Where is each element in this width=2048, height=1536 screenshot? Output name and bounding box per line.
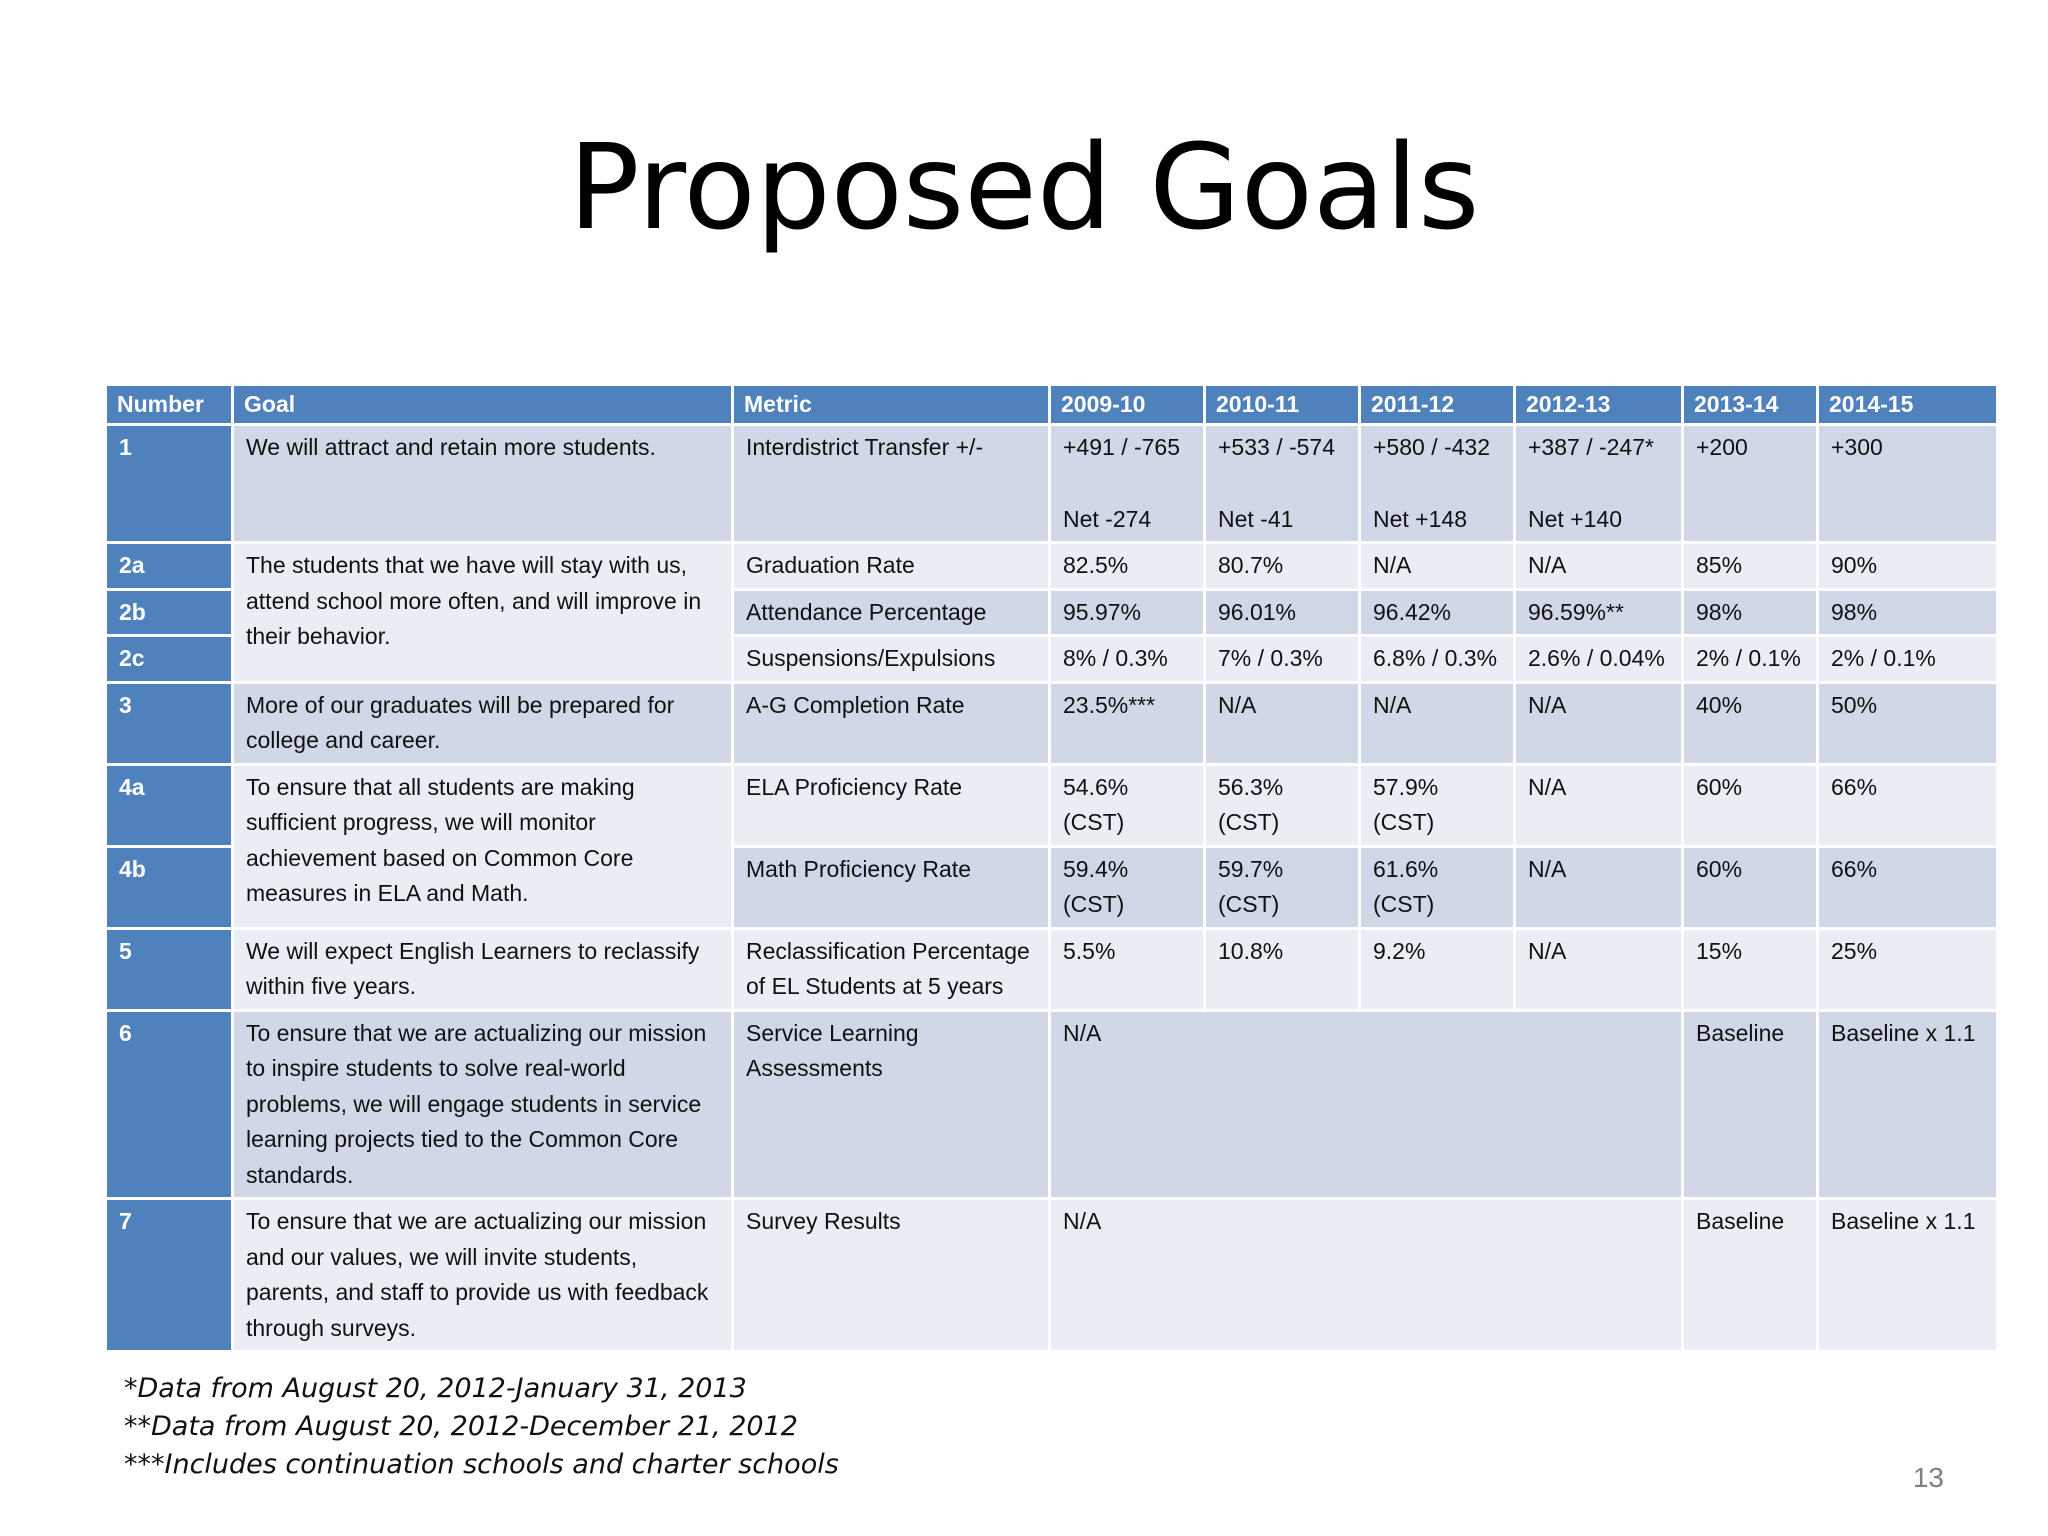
header-cell: 2011-12: [1361, 386, 1513, 423]
table-row: [107, 1200, 1996, 1350]
value-cell: N/A: [1206, 684, 1358, 763]
header-cell: 2012-13: [1516, 386, 1681, 423]
header-cell: Number: [107, 386, 231, 423]
page-number: 13: [1912, 1462, 1944, 1493]
value-cell: N/A: [1516, 766, 1681, 845]
value-cell: 59.4% (CST): [1051, 848, 1203, 927]
metric-name: Interdistrict Transfer +/-: [734, 426, 1048, 541]
historical-cell: N/A: [1051, 1200, 1681, 1350]
value-cell: Baseline x 1.1: [1819, 1200, 1996, 1350]
value-top: +491 / -765: [1063, 434, 1181, 460]
value-cell: 40%: [1684, 684, 1816, 763]
value-cell: Baseline: [1684, 1200, 1816, 1350]
value-cell: 60%: [1684, 766, 1816, 845]
header-cell: 2013-14: [1684, 386, 1816, 423]
value-cell: 10.8%: [1206, 930, 1358, 1009]
value-cell: 15%: [1684, 930, 1816, 1009]
goal-text: The students that we have will stay with us, attend school more often, and will improve in their behavior.: [234, 544, 731, 681]
value-cell: 60%: [1684, 848, 1816, 927]
metric-name: Service Learning Assessments: [734, 1012, 1048, 1198]
value-cell: N/A: [1516, 544, 1681, 588]
value-cell: 23.5%***: [1051, 684, 1203, 763]
header-cell: Goal: [234, 386, 731, 423]
goals-table: [104, 383, 1999, 1353]
value-cell: [1361, 426, 1513, 541]
value-cell: N/A: [1516, 848, 1681, 927]
goal-text: We will attract and retain more students.: [234, 426, 731, 541]
goal-number: 2c: [107, 637, 231, 681]
value-cell: 2.6% / 0.04%: [1516, 637, 1681, 681]
value-cell: 50%: [1819, 684, 1996, 763]
value-cell: 25%: [1819, 930, 1996, 1009]
value-cell: 66%: [1819, 848, 1996, 927]
value-cell: 82.5%: [1051, 544, 1203, 588]
value-cell: +300: [1819, 426, 1996, 541]
table-row: [107, 684, 1996, 763]
goal-number: 6: [107, 1012, 231, 1198]
value-cell: Baseline x 1.1: [1819, 1012, 1996, 1198]
table-row: [107, 1012, 1996, 1198]
goal-text: More of our graduates will be prepared for college and career.: [234, 684, 731, 763]
value-cell: 98%: [1819, 591, 1996, 635]
goal-number: 4a: [107, 766, 231, 845]
value-cell: [1206, 426, 1358, 541]
goal-number: 4b: [107, 848, 231, 927]
value-top: +533 / -574: [1218, 434, 1336, 460]
metric-name: A-G Completion Rate: [734, 684, 1048, 763]
metric-name: Attendance Percentage: [734, 591, 1048, 635]
footnote: *Data from August 20, 2012-January 31, 2013: [124, 1373, 747, 1404]
value-cell: 57.9% (CST): [1361, 766, 1513, 845]
header-cell: 2009-10: [1051, 386, 1203, 423]
goal-number: 5: [107, 930, 231, 1009]
value-cell: [1516, 426, 1681, 541]
value-cell: 96.42%: [1361, 591, 1513, 635]
value-cell: 7% / 0.3%: [1206, 637, 1358, 681]
goal-number: 2b: [107, 591, 231, 635]
metric-name: Suspensions/Expulsions: [734, 637, 1048, 681]
value-cell: 61.6% (CST): [1361, 848, 1513, 927]
value-cell: 85%: [1684, 544, 1816, 588]
goal-text: We will expect English Learners to reclassify within five years.: [234, 930, 731, 1009]
value-cell: N/A: [1516, 684, 1681, 763]
table-row: [107, 930, 1996, 1009]
value-net: Net +140: [1528, 505, 1622, 532]
footnotes: [124, 1370, 839, 1484]
value-top: +580 / -432: [1373, 434, 1491, 460]
slide-title: Proposed Goals: [568, 118, 1480, 256]
value-cell: 2% / 0.1%: [1819, 637, 1996, 681]
value-cell: N/A: [1361, 544, 1513, 588]
value-cell: [1051, 426, 1203, 541]
header-cell: 2010-11: [1206, 386, 1358, 423]
goal-text: To ensure that all students are making sufficient progress, we will monitor achievement based on Common Core measures in ELA and Math.: [234, 766, 731, 927]
value-cell: 56.3% (CST): [1206, 766, 1358, 845]
value-cell: 8% / 0.3%: [1051, 637, 1203, 681]
metric-name: ELA Proficiency Rate: [734, 766, 1048, 845]
value-cell: +200: [1684, 426, 1816, 541]
value-cell: Baseline: [1684, 1012, 1816, 1198]
table-row: [107, 544, 1996, 588]
footnote: ***Includes continuation schools and charter schools: [124, 1449, 839, 1480]
table-row: [107, 426, 1996, 541]
value-cell: 5.5%: [1051, 930, 1203, 1009]
goal-text: To ensure that we are actualizing our mission and our values, we will invite students, parents, and staff to provide us with feedback through surveys.: [234, 1200, 731, 1350]
value-cell: 59.7% (CST): [1206, 848, 1358, 927]
historical-cell: N/A: [1051, 1012, 1681, 1198]
value-cell: 54.6% (CST): [1051, 766, 1203, 845]
value-net: Net +148: [1373, 505, 1467, 532]
value-cell: 96.59%**: [1516, 591, 1681, 635]
footnote: **Data from August 20, 2012-December 21, 2012: [124, 1411, 798, 1442]
goal-number: 7: [107, 1200, 231, 1350]
value-cell: 95.97%: [1051, 591, 1203, 635]
value-cell: 66%: [1819, 766, 1996, 845]
value-top: +387 / -247*: [1528, 434, 1654, 460]
value-cell: 80.7%: [1206, 544, 1358, 588]
metric-name: Reclassification Percentage of EL Students at 5 years: [734, 930, 1048, 1009]
value-cell: N/A: [1361, 684, 1513, 763]
value-cell: 2% / 0.1%: [1684, 637, 1816, 681]
goal-number: 2a: [107, 544, 231, 588]
table-row: [107, 766, 1996, 845]
value-cell: 6.8% / 0.3%: [1361, 637, 1513, 681]
value-cell: N/A: [1516, 930, 1681, 1009]
header-cell: Metric: [734, 386, 1048, 423]
goal-number: 1: [107, 426, 231, 541]
goal-text: To ensure that we are actualizing our mission to inspire students to solve real-world problems, we will engage students in service learning projects tied to the Common Core standards.: [234, 1012, 731, 1198]
value-net: Net -41: [1218, 505, 1294, 532]
value-cell: 98%: [1684, 591, 1816, 635]
header-cell: 2014-15: [1819, 386, 1996, 423]
metric-name: Math Proficiency Rate: [734, 848, 1048, 927]
value-net: Net -274: [1063, 505, 1152, 532]
value-cell: 96.01%: [1206, 591, 1358, 635]
goal-number: 3: [107, 684, 231, 763]
metric-name: Graduation Rate: [734, 544, 1048, 588]
value-cell: 9.2%: [1361, 930, 1513, 1009]
value-cell: 90%: [1819, 544, 1996, 588]
metric-name: Survey Results: [734, 1200, 1048, 1350]
header-row: [107, 386, 1996, 423]
